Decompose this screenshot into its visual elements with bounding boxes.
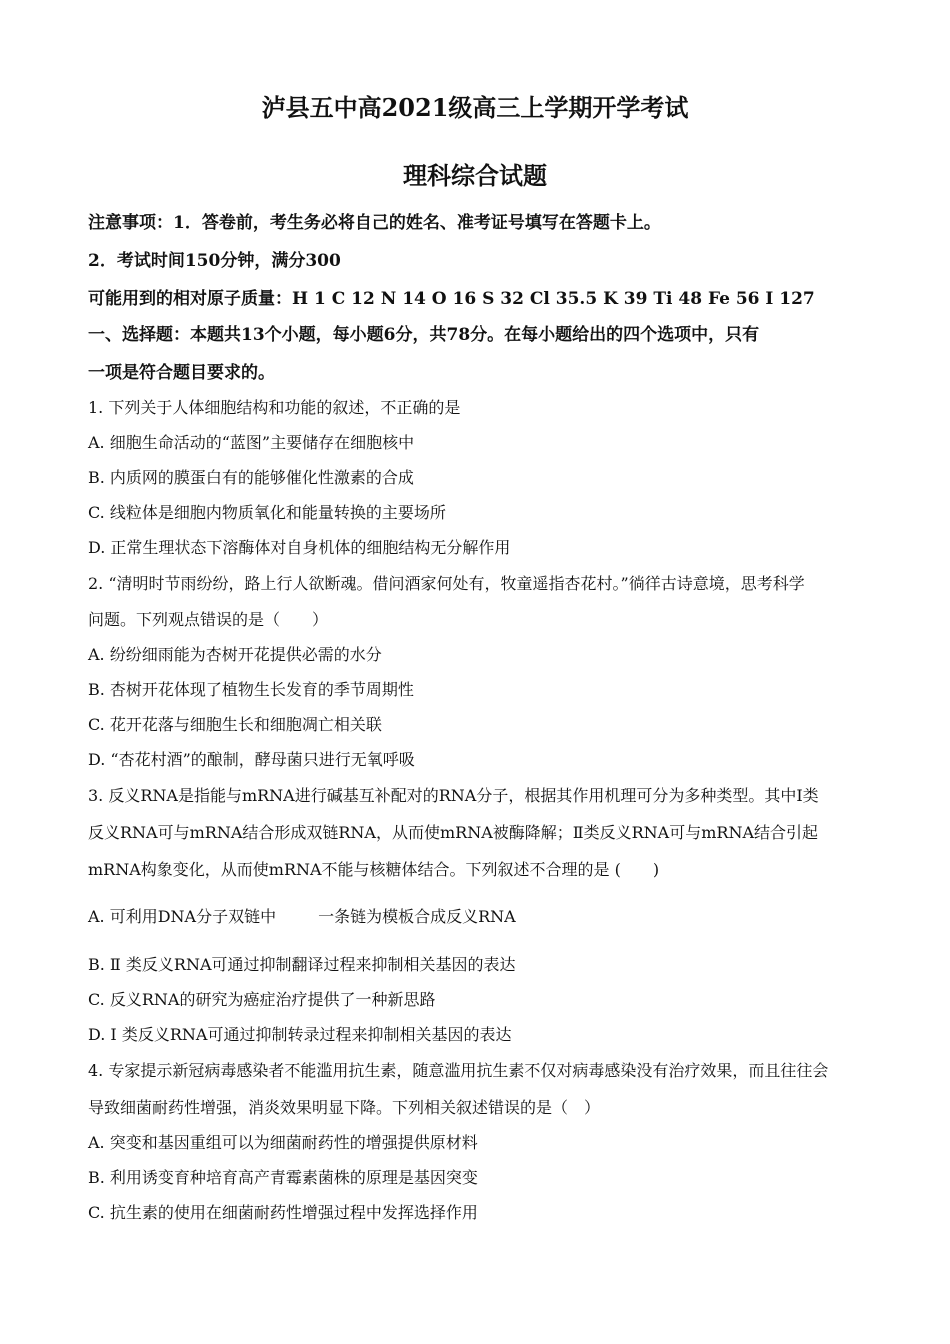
q3-option-d: D. Ⅰ 类反义RNA可通过抑制转录过程来抑制相关基因的表达 [88, 1025, 512, 1044]
q3-stem-line-1: 3. 反义RNA是指能与mRNA进行碱基互补配对的RNA分子，根据其作用机理可分为多种类型。其中Ⅰ类 [88, 786, 819, 805]
section-heading-line-1: 一、选择题：本题共13个小题，每小题6分，共78分。在每小题给出的四个选项中，只有 [88, 325, 760, 345]
q1-option-a: A. 细胞生命活动的“蓝图”主要储存在细胞核中 [88, 433, 415, 452]
q2-stem-line-1: 2. “清明时节雨纷纷，路上行人欲断魂。借问酒家何处有，牧童遥指杏花村。”徜徉古诗意境，思考科学 [88, 574, 805, 593]
q4-option-b: B. 利用诱变育种培育高产青霉素菌株的原理是基因突变 [88, 1168, 478, 1187]
q1-option-b: B. 内质网的膜蛋白有的能够催化性激素的合成 [88, 468, 414, 487]
exam-subtitle: 理科综合试题 [403, 161, 547, 190]
q2-option-a: A. 纷纷细雨能为杏树开花提供必需的水分 [88, 645, 382, 664]
q1-option-c: C. 线粒体是细胞内物质氧化和能量转换的主要场所 [88, 503, 446, 522]
q1-option-d: D. 正常生理状态下溶酶体对自身机体的细胞结构无分解作用 [88, 538, 511, 557]
q4-stem-line-2: 导致细菌耐药性增强，消炎效果明显下降。下列相关叙述错误的是（ ） [88, 1098, 601, 1117]
q3-option-a [88, 904, 516, 927]
q3-option-c: C. 反义RNA的研究为癌症治疗提供了一种新思路 [88, 990, 436, 1009]
section-heading-line-2: 一项是符合题目要求的。 [88, 363, 275, 383]
q2-option-b: B. 杏树开花体现了植物生长发育的季节周期性 [88, 680, 414, 699]
q2-stem-line-2: 问题。下列观点错误的是（ ） [88, 610, 329, 629]
atomic-mass-line: 可能用到的相对原子质量：H 1 C 12 N 14 O 16 S 32 Cl 35.5 K 39 Ti 48 Fe 56 I 127 [88, 289, 815, 309]
notice-line-1: 注意事项：1．答卷前，考生务必将自己的姓名、准考证号填写在答题卡上。 [88, 213, 661, 233]
q3-option-b: B. Ⅱ 类反义RNA可通过抑制翻译过程来抑制相关基因的表达 [88, 955, 516, 974]
q1-stem: 1. 下列关于人体细胞结构和功能的叙述，不正确的是 [88, 398, 461, 417]
q2-option-d: D. “杏花村酒”的酿制，酵母菌只进行无氧呼吸 [88, 750, 415, 769]
exam-title: 泸县五中高2021级高三上学期开学考试 [261, 93, 689, 122]
q4-option-c: C. 抗生素的使用在细菌耐药性增强过程中发挥选择作用 [88, 1203, 478, 1222]
q2-option-c: C. 花开花落与细胞生长和细胞凋亡相关联 [88, 715, 382, 734]
q4-stem-line-1: 4. 专家提示新冠病毒感染者不能滥用抗生素，随意滥用抗生素不仅对病毒感染没有治疗效果，而且往往会 [88, 1061, 829, 1080]
q3-stem-line-2: 反义RNA可与mRNA结合形成双链RNA，从而使mRNA被酶降解；Ⅱ类反义RNA可与mRNA结合引起 [88, 823, 819, 842]
q3-option-a-part-1: A. 可利用DNA分子双链中 [88, 907, 277, 926]
q4-option-a: A. 突变和基因重组可以为细菌耐药性的增强提供原材料 [88, 1133, 478, 1152]
q3-stem-line-3: mRNA构象变化，从而使mRNA不能与核糖体结合。下列叙述不合理的是 ( ) [88, 860, 660, 879]
q3-option-a-part-2: 一条链为模板合成反义RNA [318, 907, 516, 926]
notice-line-2: 2．考试时间150分钟，满分300 [88, 251, 341, 271]
